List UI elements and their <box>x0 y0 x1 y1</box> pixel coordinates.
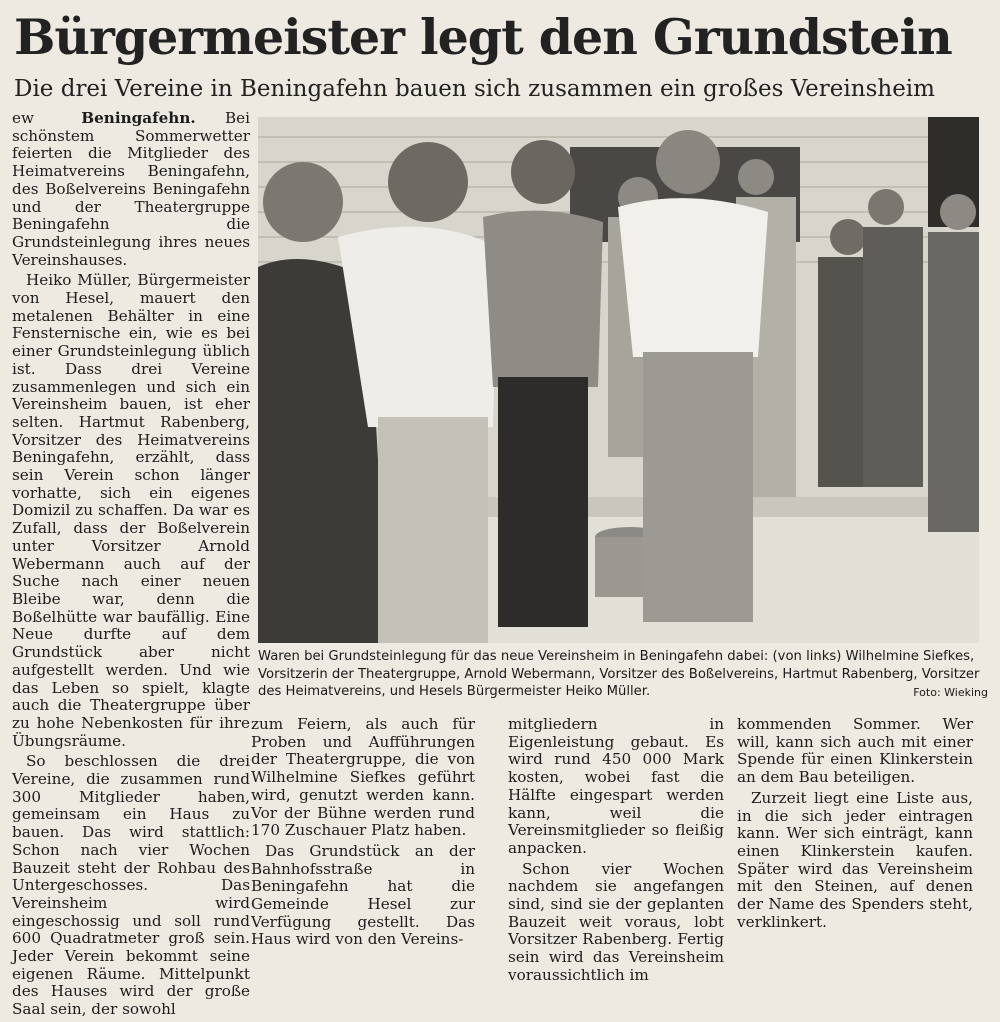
photo-credit: Foto: Wieking <box>913 686 988 699</box>
article-paragraph: mitgliedern in Eigenleistung gebaut. Es wird rund 450 000 Mark kosten, wobei fast die Hälfte eingespart werden kann, weil die Vereinsmitglieder so fleißig anpacken. <box>508 715 724 857</box>
paragraph-text: Bei schönstem Sommerwetter feierten die Mitglieder des Heimatvereins Beningafehn, des Boßelvereins Beningafehn und der Theatergruppe Beningafehn die Grundsteinlegung ihres neues Vereinshauses. <box>12 109 250 269</box>
news-photo <box>258 117 979 643</box>
article-column-4 <box>737 716 973 934</box>
caption-text: Waren bei Grundsteinlegung für das neue Vereinsheim in Beningafehn dabei: (von links) Wilhelmine Siefkes, Vorsitzerin der Theatergruppe, Arnold Webermann, Vorsitzer des Boßelvereins, Hartmut Rabenberg, Vorsitzer des Heimatvereins, und Hesels Bürgermeister Heiko Müller. <box>258 649 980 699</box>
article-paragraph: Schon vier Wochen nachdem sie angefangen sind, sind sie der geplanten Bauzeit weit voraus, lobt Vorsitzer Rabenberg. Fertig sein wird das Vereinsheim voraussichtlich im <box>508 859 724 984</box>
dateline: Beningafehn. <box>81 109 196 127</box>
article-paragraph: Heiko Müller, Bürgermeister von Hesel, mauert den metalenen Behälter in eine Fensternische ein, wie es bei einer Grundsteinlegung üblich ist. Dass drei Vereine zusammenlegen und sich ein Vereinsheim bauen, ist eher selten. Hartmut Rabenberg, Vorsitzer des Heimatvereins Beningafehn, erzählt, dass sein Verein schon länger vorhatte, sich ein eigenes Domizil zu schaffen. Da war es Zufall, dass der Boßelverein unter Vorsitzer Arnold Webermann auch auf der Suche nach einer neuen Bleibe war, denn die Boßelhütte war baufällig. Eine Neue durfte auf dem Grundstück aber nicht aufgestellt werden. Und wie das Leben so spielt, klagte auch die Theatergruppe über zu hohe Nebenkosten für ihre Übungsräume. <box>12 271 250 750</box>
article-column-2 <box>251 716 475 952</box>
headline: Bürgermeister legt den Grundstein <box>14 8 952 66</box>
article-column-3 <box>508 716 724 988</box>
article-paragraph: zum Feiern, als auch für Proben und Aufführungen der Theatergruppe, die von Wilhelmine Siefkes geführt wird, genutzt werden kann. Vor der Bühne werden rund 170 Zuschauer Platz haben. <box>251 715 475 840</box>
article-paragraph: kommenden Sommer. Wer will, kann sich auch mit einer Spende für einen Klinkerstein an dem Bau beteiligen. <box>737 715 973 787</box>
article-paragraph: So beschlossen die drei Vereine, die zusammen rund 300 Mitglieder haben, gemeinsam ein Haus zu bauen. Das wird stattlich: Schon nach vier Wochen Bauzeit steht der Rohbau des Untergeschosses. Das Vereinsheim wird eingeschossig und soll rund 600 Quadratmeter groß sein. Jeder Verein bekommt seine eigenen Räume. Mittelpunkt des Hauses wird der große Saal sein, der sowohl <box>12 752 250 1019</box>
article-paragraph: Zurzeit liegt eine Liste aus, in die sich jeder eintragen kann. Wer sich einträgt, kann einen Klinkerstein kaufen. Später wird das Vereinsheim mit den Steinen, auf denen der Name des Spenders steht, verklinkert. <box>737 788 973 931</box>
article-column-1 <box>12 110 250 1022</box>
author-initials: ew <box>12 109 34 127</box>
article-paragraph: Das Grundstück an der Bahnhofsstraße in Beningafehn hat die Gemeinde Hesel zur Verfügung gestellt. Das Haus wird von den Vereins- <box>251 841 475 949</box>
article-paragraph <box>12 110 250 269</box>
photo-caption <box>258 648 988 702</box>
photo-people-at-construction-site <box>258 117 979 643</box>
subheadline: Die drei Vereine in Beningafehn bauen sich zusammen ein großes Vereinsheim <box>14 76 935 102</box>
